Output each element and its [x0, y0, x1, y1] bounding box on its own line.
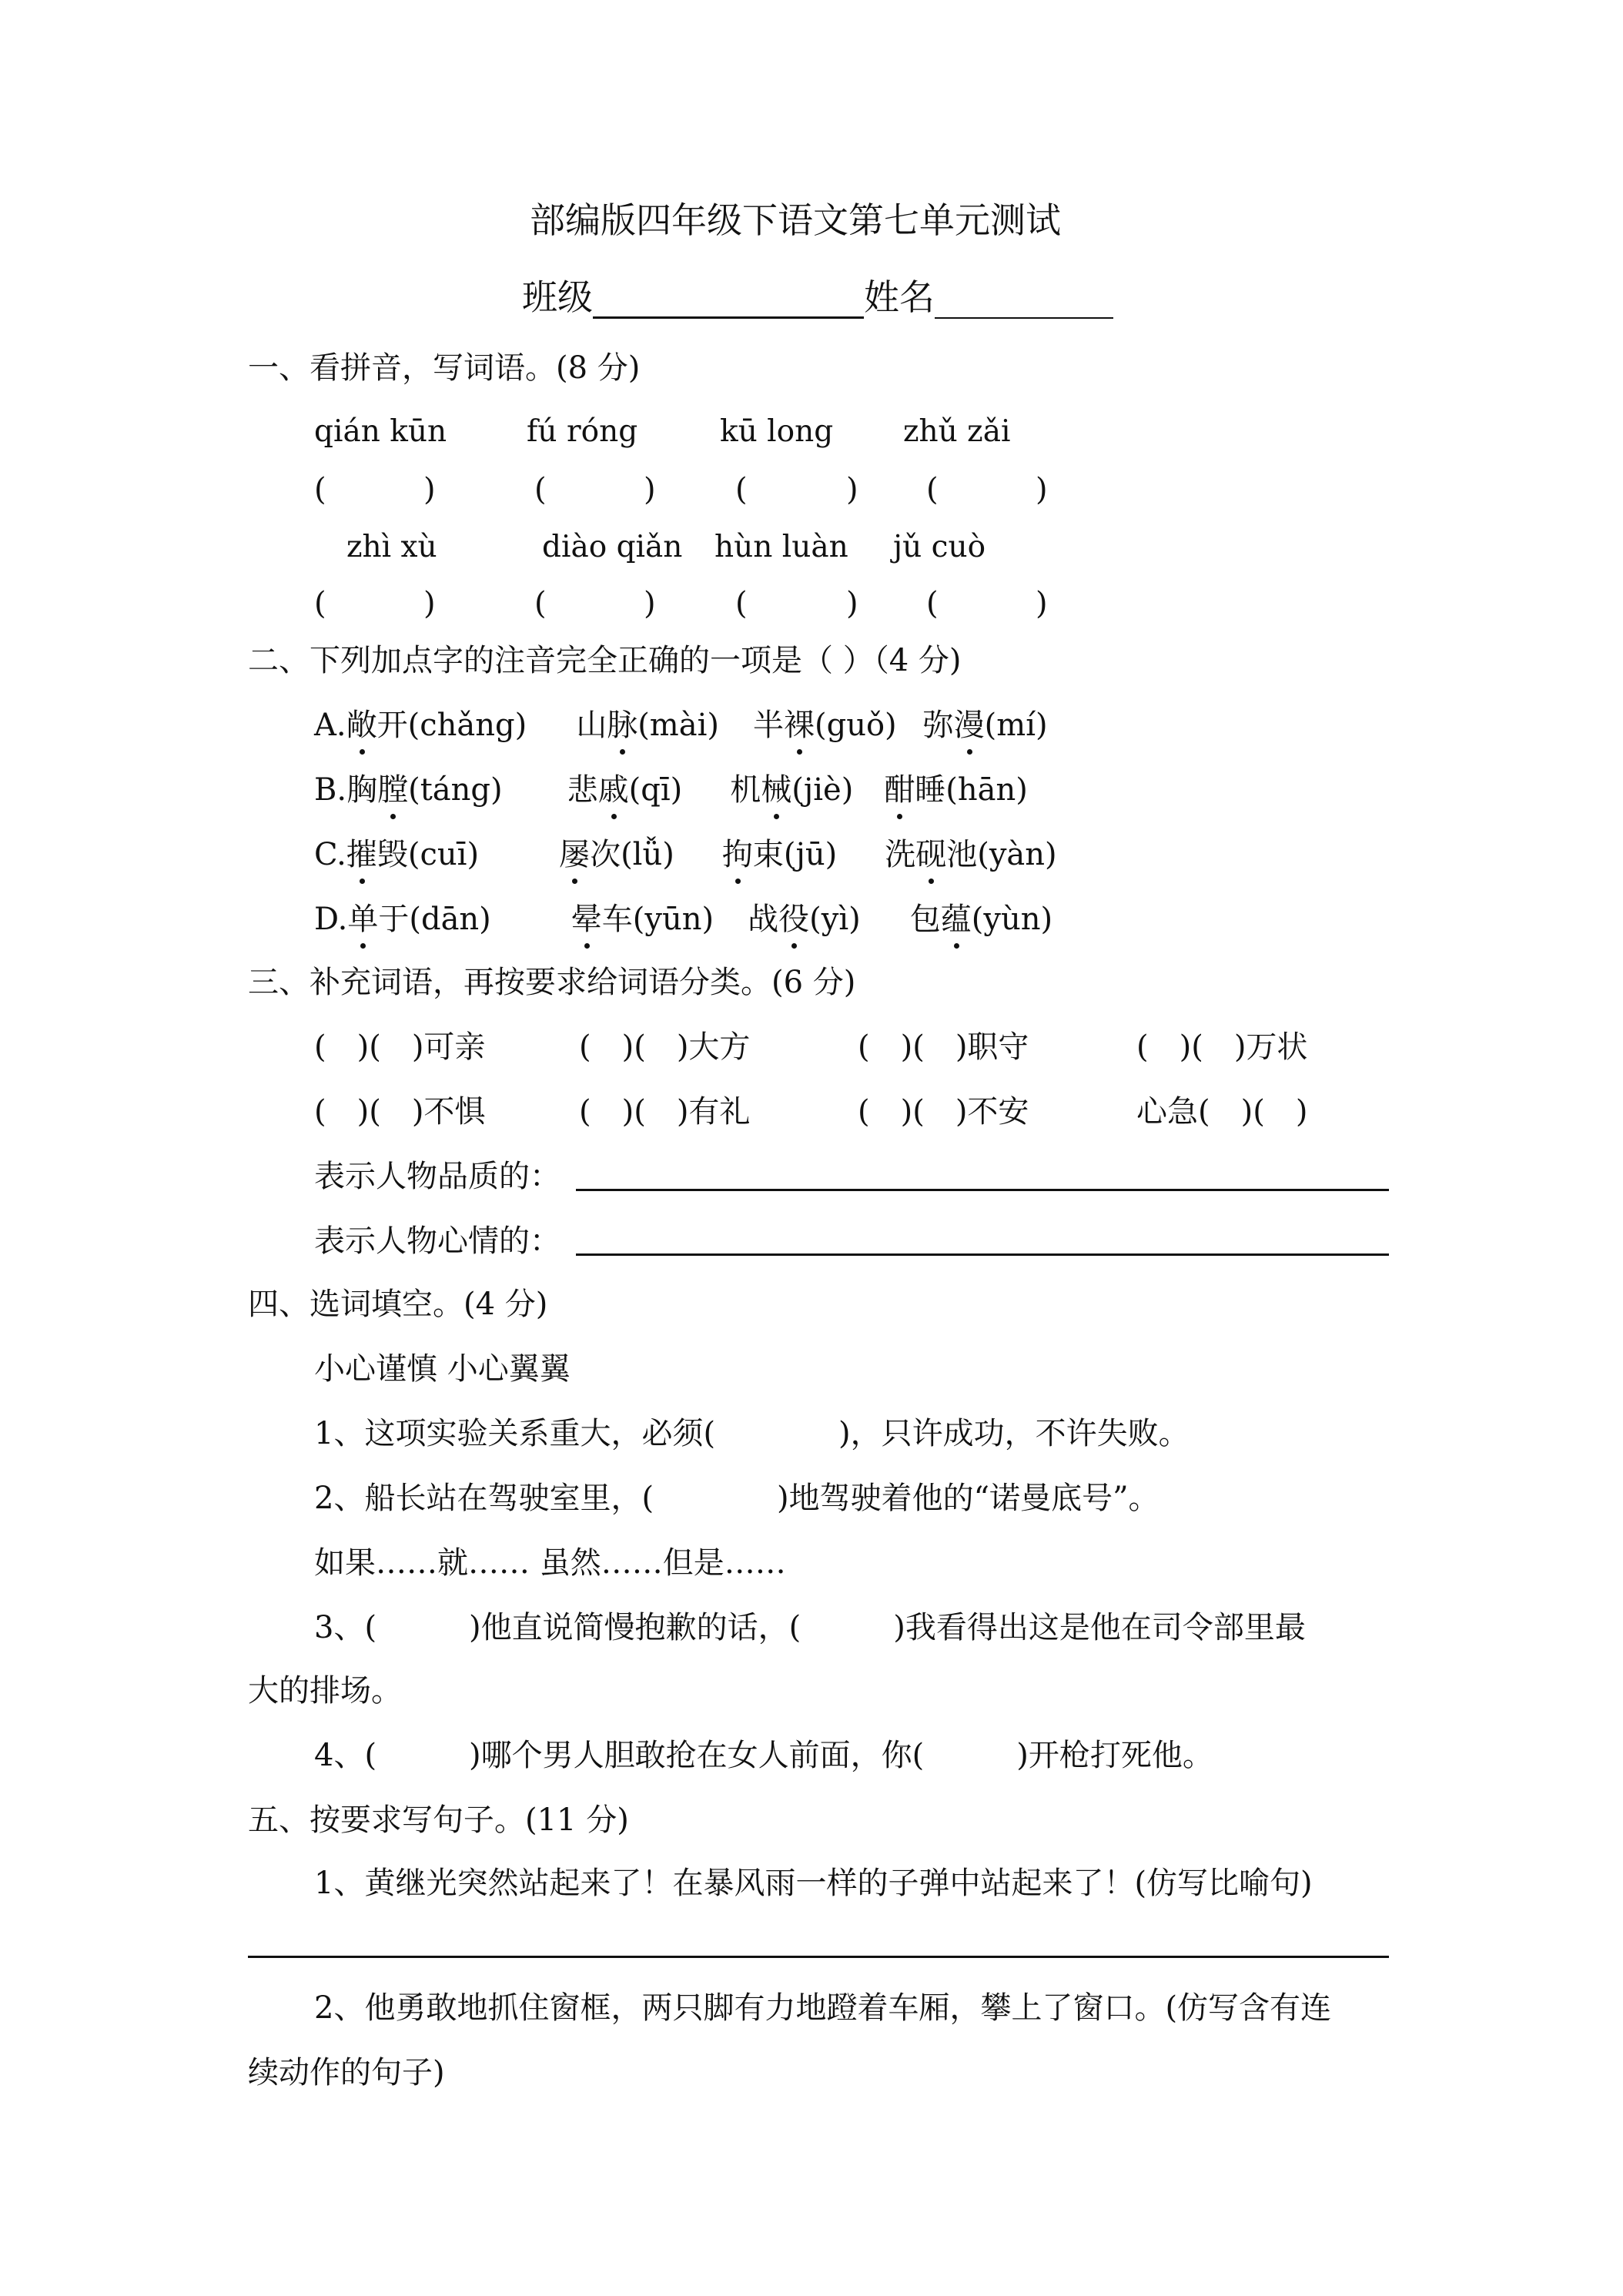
dotted-char: 裸 — [784, 704, 815, 747]
fill-word-2-4[interactable]: 心急( )( ) — [1136, 1094, 1308, 1130]
option-c[interactable] — [314, 833, 1057, 876]
paren-open: ( — [534, 472, 547, 507]
question-5-1: 1、黄继光突然站起来了！在暴风雨一样的子弹中站起来了！(仿写比喻句) — [314, 1866, 1313, 1901]
option-text: 包 — [909, 902, 941, 937]
question-4-3-continued: 大的排场。 — [248, 1673, 402, 1709]
paren-close: ) — [423, 472, 436, 507]
pinyin-2-1: zhì xù — [346, 530, 437, 564]
dotted-char: 砚 — [915, 833, 946, 876]
answer-line-5-1[interactable] — [248, 1956, 1389, 1958]
option-text: 山 — [576, 708, 607, 743]
dotted-char: 屡 — [559, 833, 590, 876]
option-text: 车(yūn) — [601, 902, 714, 937]
fill-word-2-1[interactable]: ( )( )不惧 — [314, 1094, 486, 1130]
fill-word-1-4[interactable]: ( )( )万状 — [1136, 1029, 1308, 1065]
pinyin-1-2: fú róng — [527, 414, 638, 449]
option-text: 于(dān) — [378, 902, 491, 937]
dotted-char: 膛 — [377, 768, 408, 812]
option-text: (guǒ) — [814, 708, 897, 743]
pinyin-2-4: jǔ cuò — [893, 530, 986, 564]
section-5-heading: 五、按要求写句子。(11 分) — [248, 1802, 629, 1838]
paren-close: ) — [423, 586, 436, 621]
dotted-char: 械 — [761, 768, 791, 812]
paren-open: ( — [926, 586, 939, 621]
question-5-2-continued: 续动作的句子) — [248, 2055, 445, 2090]
dotted-char: 戚 — [598, 768, 629, 812]
dotted-char: 脉 — [607, 704, 637, 747]
option-text: 半 — [752, 708, 784, 743]
question-4-4[interactable]: 4、( )哪个男人胆敢抢在女人前面，你( )开枪打死他。 — [314, 1738, 1213, 1773]
option-text: (táng) — [408, 772, 503, 808]
quality-label: 表示人物品质的： — [314, 1159, 561, 1194]
option-text: 睡(hān) — [915, 772, 1028, 808]
question-4-3[interactable]: 3、( )他直说简慢抱歉的话，( )我看得出这是他在司令部里最 — [314, 1610, 1306, 1645]
paren-open: ( — [735, 586, 748, 621]
dotted-char: 漫 — [954, 704, 985, 747]
fill-word-1-2[interactable]: ( )( )大方 — [579, 1029, 751, 1065]
paren-close: ) — [1036, 586, 1048, 621]
dotted-char: 晕 — [571, 898, 602, 941]
name-label: 姓名 — [864, 276, 935, 318]
option-text: 次(lǚ) — [590, 837, 674, 872]
paren-close: ) — [644, 472, 656, 507]
option-text: (jiè) — [791, 772, 854, 808]
fill-word-1-1[interactable]: ( )( )可亲 — [314, 1029, 486, 1065]
word-choices-2: 如果……就…… 虽然……但是…… — [314, 1545, 786, 1581]
question-4-2[interactable]: 2、船长站在驾驶室里，( )地驾驶着他的“诺曼底号”。 — [314, 1481, 1160, 1516]
option-label: B. — [314, 772, 347, 808]
option-d[interactable] — [314, 898, 1052, 941]
mood-answer-line[interactable] — [576, 1253, 1389, 1256]
word-choices-1: 小心谨慎 小心翼翼 — [314, 1351, 571, 1387]
dotted-char: 酣 — [884, 768, 915, 812]
paren-open: ( — [314, 472, 326, 507]
paren-close: ) — [644, 586, 656, 621]
option-text: (yì) — [809, 902, 861, 937]
pinyin-2-3: hùn luàn — [714, 530, 848, 564]
option-label: C. — [314, 837, 346, 872]
dotted-char: 蕴 — [941, 898, 972, 941]
quality-answer-line[interactable] — [576, 1189, 1389, 1191]
option-text: (mí) — [984, 708, 1048, 743]
question-4-1[interactable]: 1、这项实验关系重大，必须( )，只许成功，不许失败。 — [314, 1416, 1190, 1451]
pinyin-1-4: zhǔ zǎi — [903, 414, 1011, 449]
fill-word-1-3[interactable]: ( )( )职守 — [858, 1029, 1029, 1065]
option-text: 战 — [748, 902, 779, 937]
pinyin-1-3: kū long — [720, 414, 834, 449]
paren-open: ( — [926, 472, 939, 507]
option-text: 池(yàn) — [946, 837, 1057, 872]
option-text: 机 — [730, 772, 761, 808]
question-5-2: 2、他勇敢地抓住窗框，两只脚有力地蹬着车厢，攀上了窗口。(仿写含有连 — [314, 1990, 1332, 2026]
option-text: 悲 — [567, 772, 598, 808]
paren-close: ) — [846, 472, 858, 507]
option-text: 束(jū) — [752, 837, 838, 872]
pinyin-1-1: qián kūn — [314, 414, 447, 449]
paren-close: ) — [1036, 472, 1048, 507]
option-text: (mài) — [637, 708, 719, 743]
class-label: 班级 — [522, 276, 593, 318]
section-3-heading: 三、补充词语，再按要求给词语分类。(6 分) — [248, 965, 856, 1000]
dotted-char: 役 — [778, 898, 809, 941]
option-text: 弥 — [922, 708, 954, 743]
section-4-heading: 四、选词填空。(4 分) — [248, 1287, 548, 1322]
mood-label: 表示人物心情的： — [314, 1223, 561, 1259]
dotted-char: 摧 — [346, 833, 377, 876]
option-text: 开(chǎng) — [376, 708, 527, 743]
option-a[interactable] — [314, 704, 1048, 747]
class-name-line — [522, 276, 1113, 319]
fill-word-2-2[interactable]: ( )( )有礼 — [579, 1094, 751, 1130]
pinyin-2-2: diào qiǎn — [542, 530, 683, 564]
section-1-heading: 一、看拼音，写词语。(8 分) — [248, 350, 641, 386]
dotted-char: 拘 — [722, 833, 753, 876]
dotted-char: 单 — [347, 898, 378, 941]
option-text: (qī) — [628, 772, 683, 808]
paren-close: ) — [846, 586, 858, 621]
option-text: 胸 — [346, 772, 378, 808]
paren-open: ( — [314, 586, 326, 621]
fill-word-2-3[interactable]: ( )( )不安 — [858, 1094, 1029, 1130]
class-blank[interactable] — [593, 281, 864, 319]
dotted-char: 敞 — [346, 704, 377, 747]
paren-open: ( — [735, 472, 748, 507]
paren-open: ( — [534, 586, 547, 621]
option-label: A. — [314, 708, 346, 743]
option-text: 毁(cuī) — [376, 837, 480, 872]
option-b[interactable] — [314, 768, 1028, 812]
option-label: D. — [314, 902, 348, 937]
section-2-heading: 二、下列加点字的注音完全正确的一项是（ ）（4 分) — [248, 643, 962, 678]
option-text: 洗 — [885, 837, 916, 872]
name-blank[interactable] — [935, 282, 1113, 319]
page-title: 部编版四年级下语文第七单元测试 — [530, 199, 1061, 241]
option-text: (yùn) — [971, 902, 1053, 937]
